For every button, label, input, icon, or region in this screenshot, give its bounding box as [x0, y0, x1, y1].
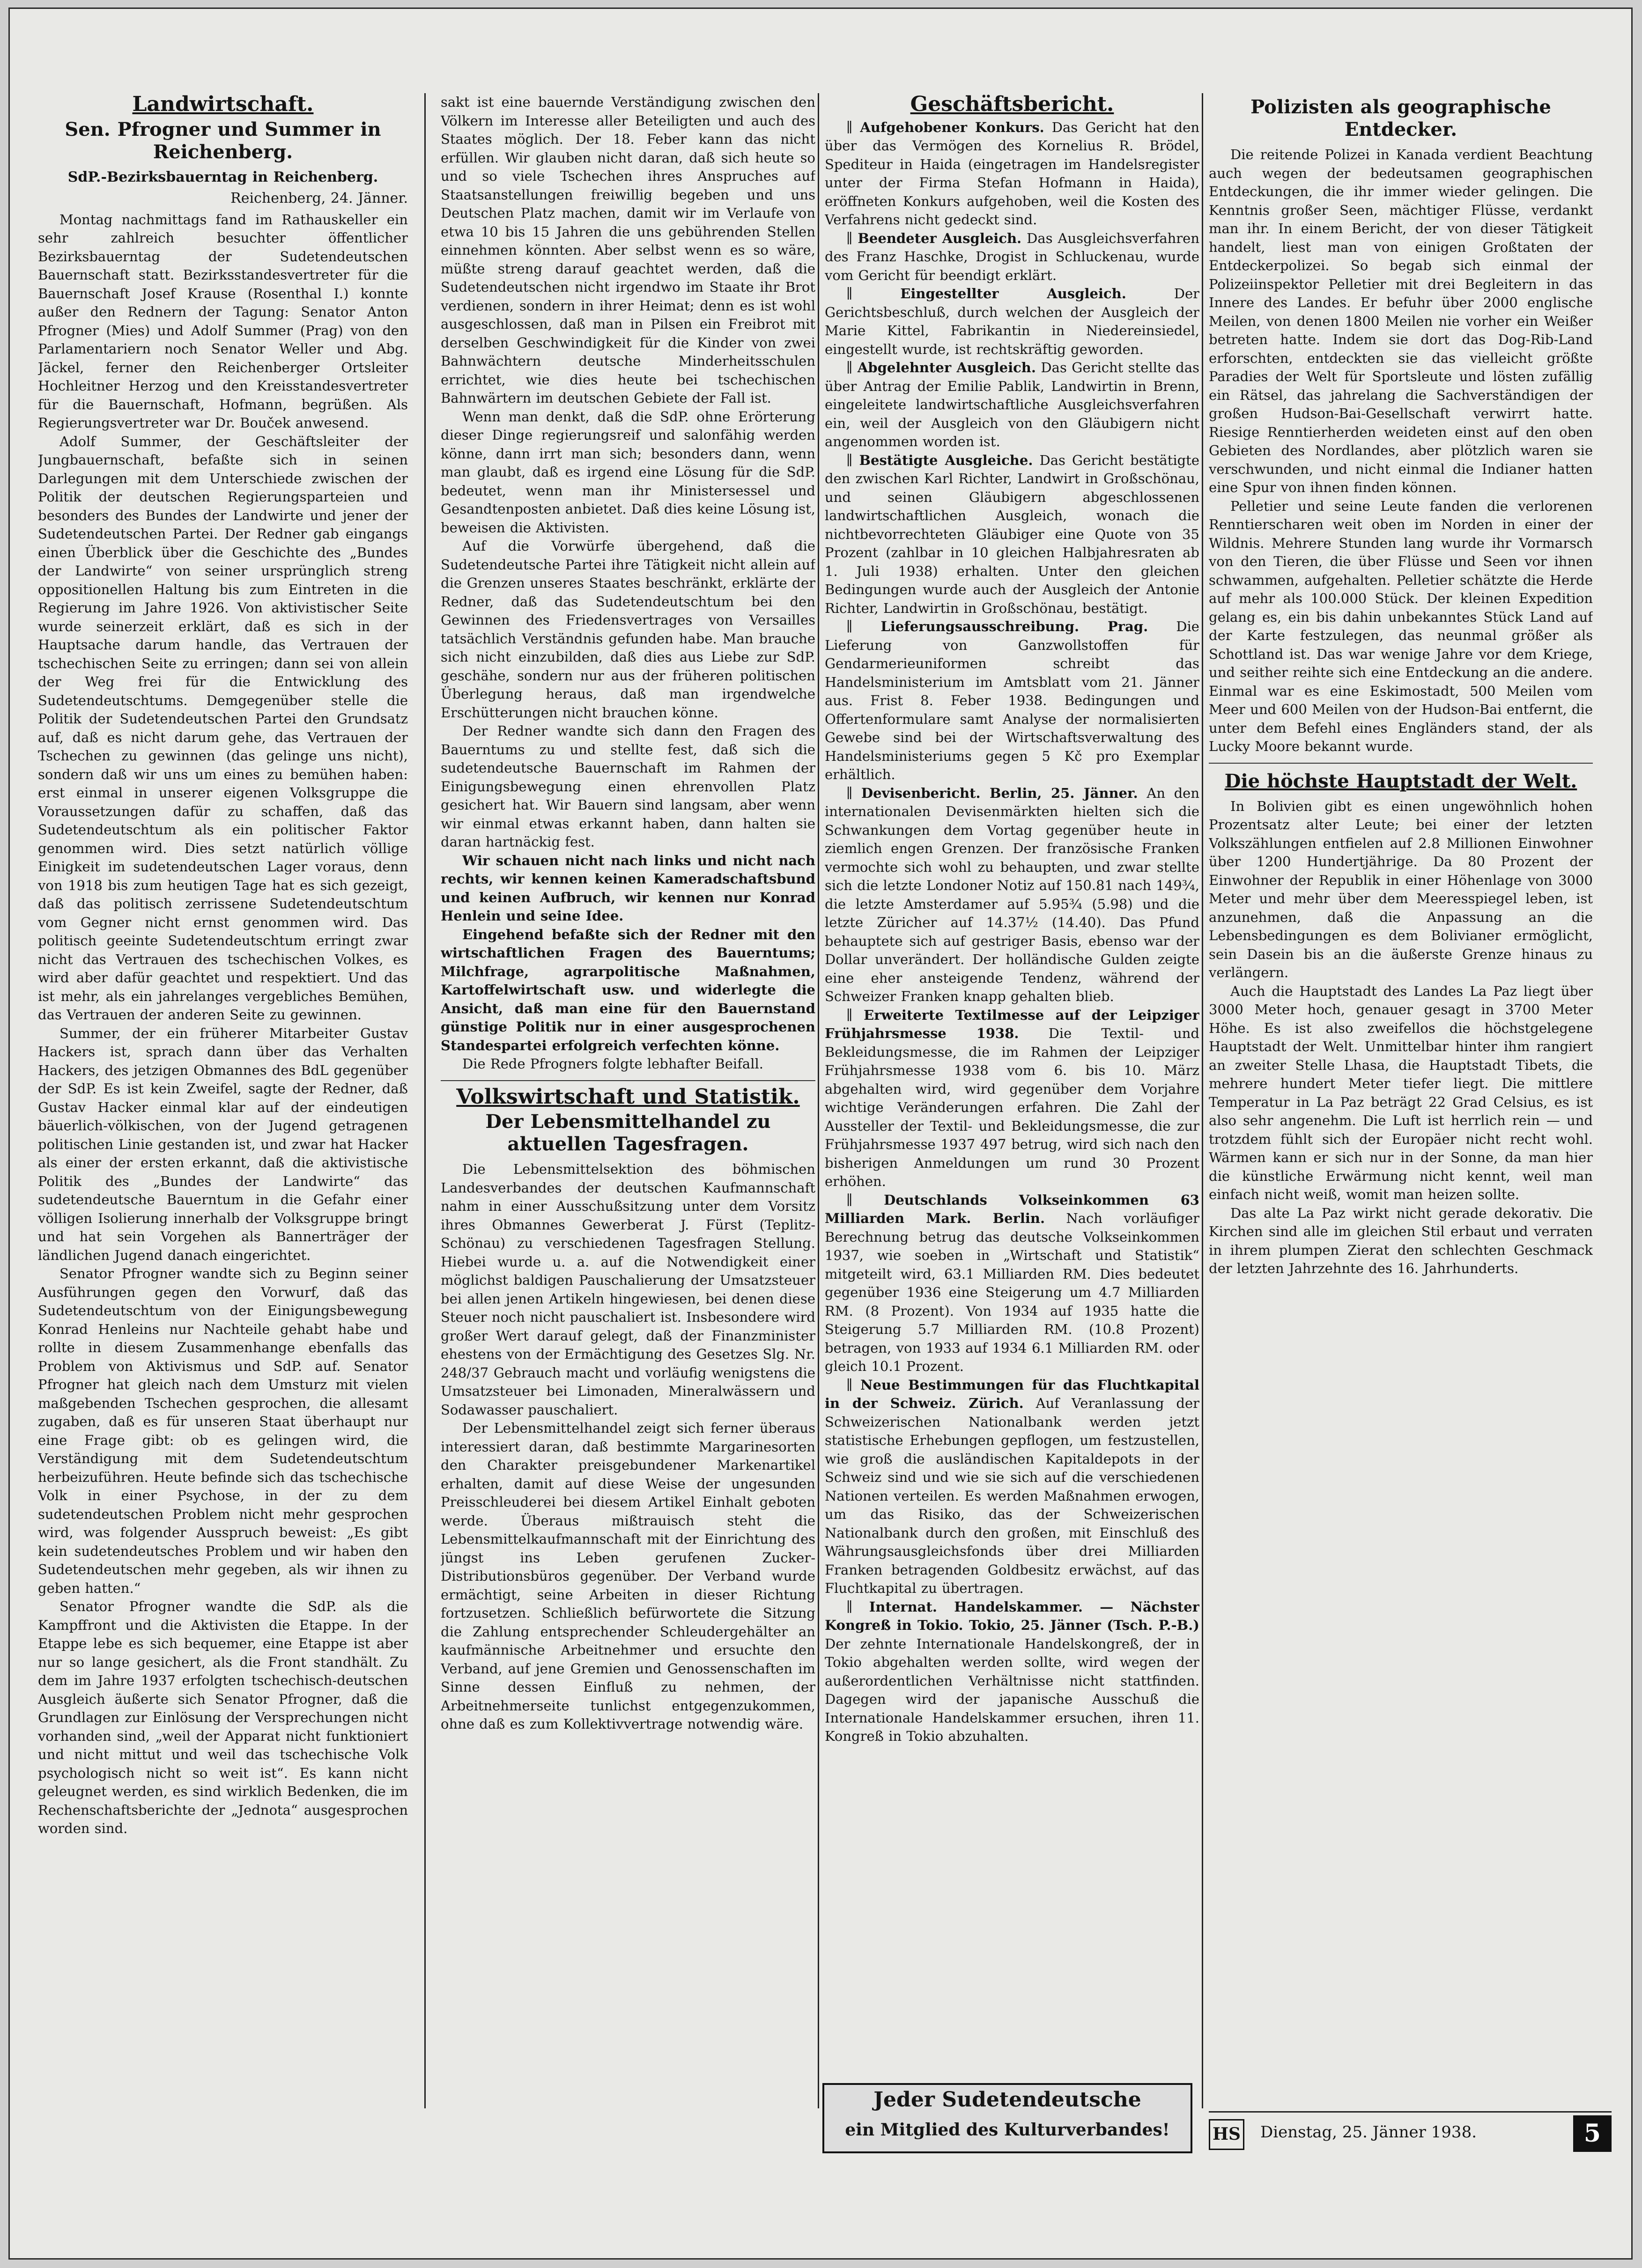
paragraph: In Bolivien gibt es einen ungewöhnlich hohen Prozentsatz alter Leute; bei einer der letzten Volkszählungen entfielen auf 2.8 Millionen Einwohner über 1200 Hundertjährige. Da 80 Prozent der Einwohner der Republik in einer Höhenlage von 3000 Meter und mehr über dem Meeresspiegel leben, ist anzunehmen, daß die Anpassung an die Lebensbedingungen es dem Bolivianer ermöglicht, sein Dasein bis an die äußerste Grenze hinaus zu verlängern.	[1209, 798, 1593, 980]
report-item-text: Das Gericht stellte das über Antrag der Emilie Pablik, Landwirtin in Brenn, eingeleitete landwirtschaftliche Ausgleichsverfahren ein, weil der Ausgleich von den Gläubigern nicht angenommen worden ist.	[825, 360, 1199, 449]
paragraph: Auf die Vorwürfe übergehend, daß die Sudetendeutsche Partei ihre Tätigkeit nicht allein auf die Grenzen unseres Staates beschränkt, erklärte der Redner, daß das Sudetendeutschtum bei den Gewinnen des Friedensvertrages von Versailles tatsächlich Verständnis gefunden habe. Man brauche sich nicht einzubilden, daß dies aus Liebe zur SdP. geschähe, sondern nur aus der früheren politischen Überlegung heraus, daß man irgendwelche Erschütterungen nicht brauchen könne.	[441, 538, 815, 721]
report-item-text: Das Gericht bestätigte den zwischen Karl Richter, Landwirt in Großschönau, und seinen Gläubigern abgeschlossenen landwirtschaftlichen Ausgleich, wonach die nichtbevorrechteten Gläubiger eine Quote von 35 Prozent (zahlbar in 10 gleichen Halbjahresraten ab 1. Juli 1938) erhalten. Unter den gleichen Bedingungen wurde auch der Ausgleich der Antonie Richter, Landwirtin in Großschönau, bestätigt.	[825, 452, 1199, 616]
paragraph: Die Rede Pfrogners folgte lebhafter Beifall.	[462, 1056, 763, 1072]
report-item-title: Eingestellter Ausgleich.	[900, 286, 1126, 302]
article-headline: Die höchste Hauptstadt der Welt.	[1224, 770, 1577, 792]
paragraph: Auch die Hauptstadt des Landes La Paz liegt über 3000 Meter hoch, genauer gesagt in 3700 Meter Höhe. Es ist also zweifellos die höchstgelegene Hauptstadt der Welt. Unmittelbar hinter ihm rangiert an zweiter Stelle Lhasa, die Hauptstadt Tibets, die mehrere hundert Meter tiefer liegt. Die mittlere Temperatur in La Paz beträgt 22 Grad Celsius, es ist also sehr angenehm. Die Luft ist herrlich rein — und trotzdem fühlt sich der Europäer nicht recht wohl. Wärmen kann er sich nur in der Sonne, da man hier die künstliche Erwärmung nicht kennt, weil man einfach nicht weiß, womit man heizen sollte.	[1209, 983, 1593, 1202]
paragraph: Montag nachmittags fand im Rathauskeller ein sehr zahlreich besuchter öffentlicher Bezirksbauerntag der Sudetendeutschen Bauernschaft statt. Bezirksstandesvertreter für die Bauernschaft Josef Krause (Rosenthal I.) konnte außer den Rednern der Tagung: Senator Anton Pfrogner (Mies) und Adolf Summer (Prag) von den Parlamentariern noch Senator Weller und Abg. Jäckel, ferner den Reichenberger Ortsleiter Hochleitner Herzog und den Kreisstandesvertreter für die Bauernschaft, Hofmann, begrüßen. Als Regierungsvertreter war Dr. Bouček anwesend.	[38, 211, 408, 431]
kulturverband-advert	[822, 2083, 1192, 2153]
advert-line: Jeder Sudetendeutsche	[873, 2088, 1141, 2112]
divider	[1209, 763, 1593, 764]
paragraph: Wir schauen nicht nach links und nicht nach rechts, wir kennen keinen Kameradschaftsbund und keinen Aufbruch, wir kennen nur Konrad Henlein und seine Idee.	[441, 852, 815, 924]
report-item-title: Lieferungsausschreibung. Prag.	[880, 619, 1148, 634]
report-item: ∥ Erweiterte Textilmesse auf der Leipziger Frühjahrsmesse 1938. Die Textil- und Bekleidungsmesse, die im Rahmen der Leipziger Frühjahrsmesse 1938 vom 6. bis 10. März abgehalten wird, wird gegenüber dem Vorjahre wichtige Veränderungen erfahren. Die Zahl der Aussteller der Textil- und Bekleidungsmesse, die zur Frühjahrsmesse 1937 497 betrug, wird sich nach den bisherigen Anmeldungen um rund 30 Prozent erhöhen.	[825, 1007, 1199, 1189]
report-item-title: Beendeter Ausgleich.	[858, 230, 1022, 246]
report-item: ∥ Aufgehobener Konkurs. Das Gericht hat den über das Vermögen des Kornelius R. Brödel, Spediteur in Haida (eingetragen im Handelsregister unter der Firma Stefan Hofmann in Haida), eröffneten Konkurs aufgehoben, weil die Kosten des Verfahrens nicht gedeckt sind.	[825, 119, 1199, 228]
report-item-title: Aufgehobener Konkurs.	[860, 119, 1044, 135]
article-headline: Sen. Pfrogner und Summer in Reichenberg.	[65, 118, 381, 163]
section-title: Geschäftsbericht.	[910, 93, 1114, 116]
paragraph: sakt ist eine bauernde Verständigung zwischen den Völkern im Interesse aller Beteiligten und auch des Staates möglich. Der 18. Feber kann das nicht erfüllen. Wir glauben nicht daran, daß sich heute so und so viele Tschechen ihres Anspruches auf Staatsanstellungen freiwillig begeben und uns Deutschen Platz machen, damit wir im Verlaufe von etwa 10 bis 15 Jahren die uns gebührenden Stellen einnehmen könnten. Aber selbst wenn es so wäre, müßte streng darauf geachtet werden, daß die Sudetendeutschen nicht irgendwo im Staate ihr Brot verdienen, sondern in ihrer Heimat; denn es ist wohl ausgeschlossen, daß man in Pilsen ein Freibrot mit derselben Geschwindigkeit für die Kinder von zwei Bahnwächtern deutsche Minderheitsschulen errichtet, wie dies heute bei tschechischen Bahnwärtern im deutschen Gebiete der Fall ist.	[441, 94, 815, 406]
column-feuilleton	[1209, 93, 1593, 2118]
column-continuation	[441, 93, 815, 2118]
report-item-title: Neue Bestimmungen für das Fluchtkapital in der Schweiz. Zürich.	[825, 1377, 1199, 1411]
paragraph: Senator Pfrogner wandte sich zu Beginn seiner Ausführungen gegen den Vorwurf, daß das Sudetendeutschtum von der Einigungsbewegung Konrad Henleins nur Nachteile gehabt habe und rollte in diesem Zusammenhange ebenfalls das Problem von Aktivismus und SdP. auf. Senator Pfrogner hat gleich nach dem Umsturz mit vielen maßgebenden Tschechen gesprochen, die allesamt zugaben, daß es für unseren Staat überhaupt nur eine Frage gibt: ob es gelingen wird, die Verständigung mit dem Sudetendeutschtum herbeizuführen. Heute befinde sich das tschechische Volk in einer Psychose, in der zu dem sudetendeutschen Problem nicht mehr gesprochen wird, was folgender Ausspruch beweist: „Es gibt kein sudetendeutsches Problem und wir haben den Sudetendeutschen mehr gegeben, als wir ihnen zu geben hatten.“	[38, 1266, 408, 1596]
column-rule	[424, 93, 426, 2108]
report-item-text: Nach vorläufiger Berechnung betrug das deutsche Volkseinkommen 1937, wie soeben in „Wirtschaft und Statistik“ mitgeteilt wird, 63.1 Milliarden RM. Dies bedeutet gegenüber 1936 eine Steigerung um 4.7 Milliarden RM. (8 Prozent). Von 1934 auf 1935 hatte die Steigerung 5.7 Milliarden RM. (10.8 Prozent) betragen, von 1933 auf 1934 6.1 Milliarden RM. oder gleich 10.1 Prozent.	[825, 1210, 1199, 1374]
report-item-text: Das Gericht hat den über das Vermögen des Kornelius R. Brödel, Spediteur in Haida (eingetragen im Handelsregister unter der Firma Stefan Hofmann in Haida), eröffneten Konkurs aufgehoben, weil die Kosten des Verfahrens nicht gedeckt sind.	[825, 119, 1199, 228]
column-landwirtschaft	[38, 93, 408, 2118]
column-rule	[818, 93, 819, 2108]
report-item-title: Erweiterte Textilmesse auf der Leipziger Frühjahrsmesse 1938.	[825, 1007, 1199, 1041]
advert-line: ein Mitglied des Kulturverbandes!	[845, 2120, 1170, 2140]
paragraph: Der Redner wandte sich dann den Fragen des Bauerntums zu und stellte fest, daß sich die sudetendeutsche Bauernschaft im Rahmen der Einigungsbewegung einen ehrenvollen Platz gesichert hat. Wir Bauern sind langsam, aber wenn wir einmal etwas erkannt haben, dann halten sie daran hartnäckig fest.	[441, 723, 815, 850]
section-title: Landwirtschaft.	[132, 93, 314, 116]
newspaper-logo: HS	[1209, 2119, 1244, 2150]
paragraph: Die reitende Polizei in Kanada verdient Beachtung auch wegen der bedeutsamen geographischen Entdeckungen, die ihr immer wieder gelingen. Die Kenntnis großer Seen, mächtiger Flüsse, verdankt man ihr. In einem Bericht, der von dieser Tätigkeit handelt, liest man von einigen Großtaten der Entdeckerpolizei. So begab sich einmal der Polizeiinspektor Pelletier mit drei Begleitern in das Innere des Landes. Er befuhr über 2000 englische Meilen, von denen 1800 Meilen nie vorher ein Weißer betreten hatte. Indem sie dort das Dog-Rib-Land erforschten, entdeckten sie das vielleicht größte Paradies der Welt für Sportsleute und lösten zufällig ein Rätsel, das jahrelang die Sachverständigen der großen Hudson-Bai-Gesellschaft verwirrt hatte. Riesige Renntierherden weideten einst auf den oben Gebieten des Nordlandes, aber plötzlich waren sie verschwunden, und nicht einmal die Indianer hatten eine Spur von ihnen finden können.	[1209, 147, 1593, 495]
section-title: Volkswirtschaft und Statistik.	[456, 1084, 800, 1109]
paragraph: Summer, der ein früherer Mitarbeiter Gustav Hackers ist, sprach dann über das Verhalten Hackers, des jetzigen Obmannes des BdL gegenüber der SdP. Es ist kein Zweifel, sagte der Redner, daß Gustav Hacker einmal klar auf der eindeutigen bäuerlich-völkischen, von der Jugend getragenen politischen Linie gestanden ist, und zwar hat Hacker als einer der ersten erkannt, daß die aktivistische Politik des „Bundes der Landwirte“ das sudetendeutsche Bauerntum in die Gefahr einer völligen Isolierung innerhalb der Volksgruppe bringt und hat sein Vorgehen als Bannerträger der ländlichen Jugend danach eingerichtet.	[38, 1025, 408, 1263]
report-item-text: Das Ausgleichsverfahren des Franz Haschke, Drogist in Schluckenau, wurde vom Gericht für beendigt erklärt.	[825, 230, 1199, 283]
report-item-title: Devisenbericht. Berlin, 25. Jänner.	[861, 785, 1138, 801]
report-item: ∥ Devisenbericht. Berlin, 25. Jänner. An den internationalen Devisenmärkten hielten sich die Schwankungen dem Vortag gegenüber heute in ziemlich engen Grenzen. Der französische Franken vermochte sich wohl zu behaupten, und zwar stellte sich die letzte Londoner Notiz auf 150.81 nach 149¾, die letzte Amsterdamer auf 5.95¾ (5.98) und die letzte Züricher auf 14.37½ (14.40). Das Pfund behauptete sich auf gestriger Basis, ebenso war der Dollar unverändert. Der holländische Gulden zeigte eine eher ansteigende Tendenz, während der Schweizer Franken knapp gehalten blieb.	[825, 785, 1199, 1004]
paragraph: Eingehend befaßte sich der Redner mit den wirtschaftlichen Fragen des Bauerntums; Milchfrage, agrarpolitische Maßnahmen, Kartoffelwirtschaft usw. und widerlegte die Ansicht, daß man eine für den Bauernstand günstige Politik nur in einer ausgesprochenen Standespartei erfolgreich verfechten könne.	[441, 926, 815, 1053]
paragraph: Pelletier und seine Leute fanden die verlorenen Renntierscharen weit oben im Norden in einer der Wildnis. Mehrere Stunden lang wurde ihr Vormarsch von den Tieren, die über Flüsse und Seen vor ihnen schwammen, aufgehalten. Pelletier schätzte die Herde auf mehr als 100.000 Stück. Der kleinen Expedition gelang es, ein bis dahin unbekanntes Stück Land auf der Karte festzulegen, das neunmal größer als Schottland ist. Das war wenige Jahre vor dem Kriege, und seither reihte sich eine Entdeckung an die andere. Einmal war es eine Eskimostadt, 500 Meilen vom Meer und 600 Meilen von der Hudson-Bai entfernt, die unter dem Befehl eines Engländers stand, der als Lucky Moore bekannt wurde.	[1209, 498, 1593, 754]
paragraph: Das alte La Paz wirkt nicht gerade dekorativ. Die Kirchen sind alle im gleichen Stil erbaut und verraten in ihrem plumpen Zierat den schlechten Geschmack der letzten Jahrzehnte des 16. Jahrhunderts.	[1209, 1205, 1593, 1276]
column-rule	[1202, 93, 1203, 2108]
report-item-text: Die Textil- und Bekleidungsmesse, die im Rahmen der Leipziger Frühjahrsmesse 1938 vom 6. bis 10. März abgehalten wird, wird gegenüber dem Vorjahre wichtige Veränderungen erfahren. Die Zahl der Aussteller der Textil- und Bekleidungsmesse, die zur Frühjahrsmesse 1937 497 betrug, wird sich nach den bisherigen Anmeldungen um rund 30 Prozent erhöhen.	[825, 1025, 1199, 1189]
report-item-title: Bestätigte Ausgleiche.	[859, 452, 1033, 468]
paragraph: Senator Pfrogner wandte die SdP. als die Kampffront und die Aktivisten die Etappe. In der Etappe lebe es sich bequemer, eine Etappe ist aber nur so lange gesichert, als die Front standhält. Zu dem im Jahre 1937 erfolgten tschechisch-deutschen Ausgleich äußerte sich Senator Pfrogner, daß die Grundlagen zur Einlösung der Versprechungen nicht vorhanden sind, „weil der Apparat nicht funktioniert und nicht mittut und weil das tschechische Volk psychologisch nicht so weit ist“. Es kann nicht geleugnet werden, es sind wirklich Bedenken, die im Rechenschaftsberichte der „Jednota“ ausgesprochen worden sind.	[38, 1598, 408, 1836]
newspaper-page	[8, 7, 1633, 2260]
report-item: ∥ Abgelehnter Ausgleich. Das Gericht stellte das über Antrag der Emilie Pablik, Landwirtin in Brenn, eingeleitete landwirtschaftliche Ausgleichsverfahren ein, weil der Ausgleich von den Gläubigern nicht angenommen worden ist.	[825, 360, 1199, 449]
divider	[441, 1080, 815, 1081]
report-item-title: Internat. Handelskammer. — Nächster Kongreß in Tokio. Tokio, 25. Jänner (Tsch. P.-B.)	[825, 1598, 1199, 1633]
column-geschaeftsbericht	[825, 93, 1199, 2118]
report-item-title: Deutschlands Volkseinkommen 63 Milliarden Mark. Berlin.	[825, 1192, 1199, 1226]
article-subheadline: SdP.-Bezirksbauerntag in Reichenberg.	[67, 169, 378, 185]
report-item: ∥ Eingestellter Ausgleich. Der Gerichtsbeschluß, durch welchen der Ausgleich der Marie Kittel, Fabrikantin in Niedereinsiedel, eingestellt wurde, ist rechtskräftig geworden.	[825, 286, 1199, 357]
article-headline: Der Lebensmittelhandel zu aktuellen Tagesfragen.	[485, 1111, 771, 1155]
page-number: 5	[1573, 2115, 1612, 2152]
report-item-text: Die Lieferung von Ganzwollstoffen für Gendarmerieuniformen schreibt das Handelsministerium im Amtsblatt vom 21. Jänner aus. Frist 8. Feber 1938. Bedingungen und Offertenformulare samt Analyse der normalisierten Gewebe sind bei der Wirtschaftsverwaltung des Handelsministeriums gegen 5 Kč pro Exemplar erhältlich.	[825, 619, 1199, 782]
report-item-text: Der Gerichtsbeschluß, durch welchen der Ausgleich der Marie Kittel, Fabrikantin in Niedereinsiedel, eingestellt wurde, ist rechtskräftig geworden.	[825, 286, 1199, 357]
article-dateline: Reichenberg, 24. Jänner.	[230, 190, 408, 206]
paragraph: Der Lebensmittelhandel zeigt sich ferner überaus interessiert daran, daß bestimmte Margarinesorten den Charakter preisgebundener Markenartikel erhalten, damit auf diese Weise der ungesunden Preisschleuderei bei diesem Artikel Einhalt geboten werde. Überaus mißtrauisch steht die Lebensmittelkaufmannschaft mit der Einrichtung des jüngst ins Leben gerufenen Zucker-Distributionsbüros gegenüber. Der Verband wurde ermächtigt, seine Arbeiten in dieser Richtung fortzusetzen. Schließlich befürwortete die Sitzung die Zahlung entsprechender Schleudergehälter an kaufmännische Arbeitnehmer und ersuchte den Verband, auf jene Gremien und Genossenschaften im Sinne dessen Einfluß zu nehmen, der Arbeitnehmerseite tunlichst entgegenzukommen, ohne daß es zum Kollektivvertrage notwendig wäre.	[441, 1420, 815, 1732]
report-item-title: Abgelehnter Ausgleich.	[857, 360, 1036, 376]
paragraph: Wenn man denkt, daß die SdP. ohne Erörterung dieser Dinge regierungsreif und salonfähig werden könne, dann irrt man sich; besonders dann, wenn man glaubt, daß es irgend eine Lösung für die SdP. bedeutet, wenn man ihr Ministersessel und Gesandtenposten anbietet. Daß dies keine Lösung ist, beweisen die Aktivisten.	[441, 408, 815, 536]
paragraph: Adolf Summer, der Geschäftsleiter der Jungbauernschaft, befaßte sich in seinen Darlegungen mit dem Unterschiede zwischen der Politik der deutschen Regierungsparteien und besonders des Bundes der Landwirte und jener der Sudetendeutschen Partei. Der Redner gab eingangs einen Überblick über die Geschichte des „Bundes der Landwirte“ von seiner ursprünglich streng oppositionellen Haltung bis zum Eintreten in die Regierung im Jahre 1926. Von aktivistischer Seite wurde seinerzeit erklärt, daß es sich in der Hauptsache darum handle, das Vertrauen der tschechischen Seite zu erringen; dann sei von allein der Weg frei für die Entwicklung des Sudetendeutschtums. Demgegenüber stelle die Politik der Sudetendeutschen Partei den Grundsatz auf, daß es nicht darum gehe, das Vertrauen der Tschechen zu gewinnen (das gelinge uns nicht), sondern daß wir uns um eines zu bemühen haben: erst einmal in unserer eigenen Volksgruppe die Voraussetzungen dafür zu schaffen, daß das Sudetendeutschtum als ein politischer Faktor genommen wird. Dies setzt natürlich völlige Einigkeit im sudetendeutschen Lager voraus, denn von 1918 bis zum heutigen Tage hat es sich gezeigt, daß das politisch zerrissene Sudetendeutschtum vom Gegner nicht ernst genommen wird. Das politisch geeinte Sudetendeutschtum erringt zwar nicht das Vertrauen des tschechischen Volkes, es wird aber dafür geachtet und respektiert. Und das ist mehr, als ein jahrelanges vergebliches Bemühen, das Vertrauen der anderen Seite zu gewinnen.	[38, 433, 408, 1023]
report-item: ∥ Bestätigte Ausgleiche. Das Gericht bestätigte den zwischen Karl Richter, Landwirt in Großschönau, und seinen Gläubigern abgeschlossenen landwirtschaftlichen Ausgleich, wonach die nichtbevorrechteten Gläubiger eine Quote von 35 Prozent (zahlbar in 10 gleichen Halbjahresraten ab 1. Juli 1938) erhalten. Unter den gleichen Bedingungen wurde auch der Ausgleich der Antonie Richter, Landwirtin in Großschönau, bestätigt.	[825, 452, 1199, 616]
report-item: ∥ Neue Bestimmungen für das Fluchtkapital in der Schweiz. Zürich. Auf Veranlassung der Schweizerischen Nationalbank werden jetzt statistische Erhebungen gepflogen, um festzustellen, wie groß die ausländischen Kapitaldepots in der Schweiz sind und wie sie sich auf die verschiedenen Nationen verteilen. Es werden Maßnahmen erwogen, um das Risiko, das der Schweizerischen Nationalbank durch den großen, mit Einschluß des Währungsausgleichsfonds über drei Milliarden Franken betragenden Goldbesitz erwächst, auf das Fluchtkapital zu übertragen.	[825, 1377, 1199, 1596]
report-item: ∥ Internat. Handelskammer. — Nächster Kongreß in Tokio. Tokio, 25. Jänner (Tsch. P.-B.) Der zehnte Internationale Handelskongreß, der in Tokio abgehalten werden sollte, wird wegen der außerordentlichen Verhältnisse nicht stattfinden. Dagegen wird der japanische Ausschuß die Internationale Handelskammer ersuchen, ihren 11. Kongreß in Tokio abzuhalten.	[825, 1598, 1199, 1744]
report-item-text: Der zehnte Internationale Handelskongreß, der in Tokio abgehalten werden sollte, wird wegen der außerordentlichen Verhältnisse nicht stattfinden. Dagegen wird der japanische Ausschuß die Internationale Handelskammer ersuchen, ihren 11. Kongreß in Tokio abzuhalten.	[825, 1635, 1199, 1744]
article-headline: Polizisten als geographische Entdecker.	[1250, 96, 1551, 140]
report-item: ∥ Deutschlands Volkseinkommen 63 Milliarden Mark. Berlin. Nach vorläufiger Berechnung betrug das deutsche Volkseinkommen 1937, wie soeben in „Wirtschaft und Statistik“ mitgeteilt wird, 63.1 Milliarden RM. Dies bedeutet gegenüber 1936 eine Steigerung um 4.7 Milliarden RM. (8 Prozent). Von 1934 auf 1935 hatte die Steigerung 5.7 Milliarden RM. (10.8 Prozent) betragen, von 1933 auf 1934 6.1 Milliarden RM. oder gleich 10.1 Prozent.	[825, 1192, 1199, 1374]
report-item: ∥ Lieferungsausschreibung. Prag. Die Lieferung von Ganzwollstoffen für Gendarmerieuniformen schreibt das Handelsministerium im Amtsblatt vom 21. Jänner aus. Frist 8. Feber 1938. Bedingungen und Offertenformulare samt Analyse der normalisierten Gewebe sind bei der Wirtschaftsverwaltung des Handelsministeriums gegen 5 Kč pro Exemplar erhältlich.	[825, 619, 1199, 782]
issue-date: Dienstag, 25. Jänner 1938.	[1260, 2123, 1477, 2142]
page-footer	[1209, 2111, 1612, 2155]
report-item-text: Auf Veranlassung der Schweizerischen Nationalbank werden jetzt statistische Erhebungen gepflogen, um festzustellen, wie groß die ausländischen Kapitaldepots in der Schweiz sind und wie sie sich auf die verschiedenen Nationen verteilen. Es werden Maßnahmen erwogen, um das Risiko, das der Schweizerischen Nationalbank durch den großen, mit Einschluß des Währungsausgleichsfonds über drei Milliarden Franken betragenden Goldbesitz erwächst, auf das Fluchtkapital zu übertragen.	[825, 1395, 1199, 1596]
report-item: ∥ Beendeter Ausgleich. Das Ausgleichsverfahren des Franz Haschke, Drogist in Schluckenau, wurde vom Gericht für beendigt erklärt.	[825, 230, 1199, 283]
paragraph: Die Lebensmittelsektion des böhmischen Landesverbandes der deutschen Kaufmannschaft nahm in einer Ausschußsitzung unter dem Vorsitz ihres Obmannes Gewerberat J. Fürst (Teplitz-Schönau) zu verschiedenen Tagesfragen Stellung. Hiebei wurde u. a. auf die Notwendigkeit einer möglichst baldigen Pauschalierung der Umsatzsteuer bei allen jenen Artikeln hingewiesen, bei denen diese Steuer noch nicht pauschaliert ist. Insbesondere wird großer Wert darauf gelegt, daß der Finanzminister ehestens von der Ermächtigung des Gesetzes Slg. Nr. 248/37 Gebrauch macht und vorläufig wenigstens die Umsatzsteuer bei Limonaden, Mineralwässern und Sodawasser pauschaliert.	[441, 1161, 815, 1418]
report-item-text: An den internationalen Devisenmärkten hielten sich die Schwankungen dem Vortag gegenüber heute in ziemlich engen Grenzen. Der französische Franken vermochte sich wohl zu behaupten, und zwar stellte sich die letzte Londoner Notiz auf 150.81 nach 149¾, die letzte Amsterdamer auf 5.95¾ (5.98) und die letzte Züricher auf 14.37½ (14.40). Das Pfund behauptete sich auf gestriger Basis, ebenso war der Dollar unverändert. Der holländische Gulden zeigte eine eher ansteigende Tendenz, während der Schweizer Franken knapp gehalten blieb.	[825, 785, 1199, 1004]
